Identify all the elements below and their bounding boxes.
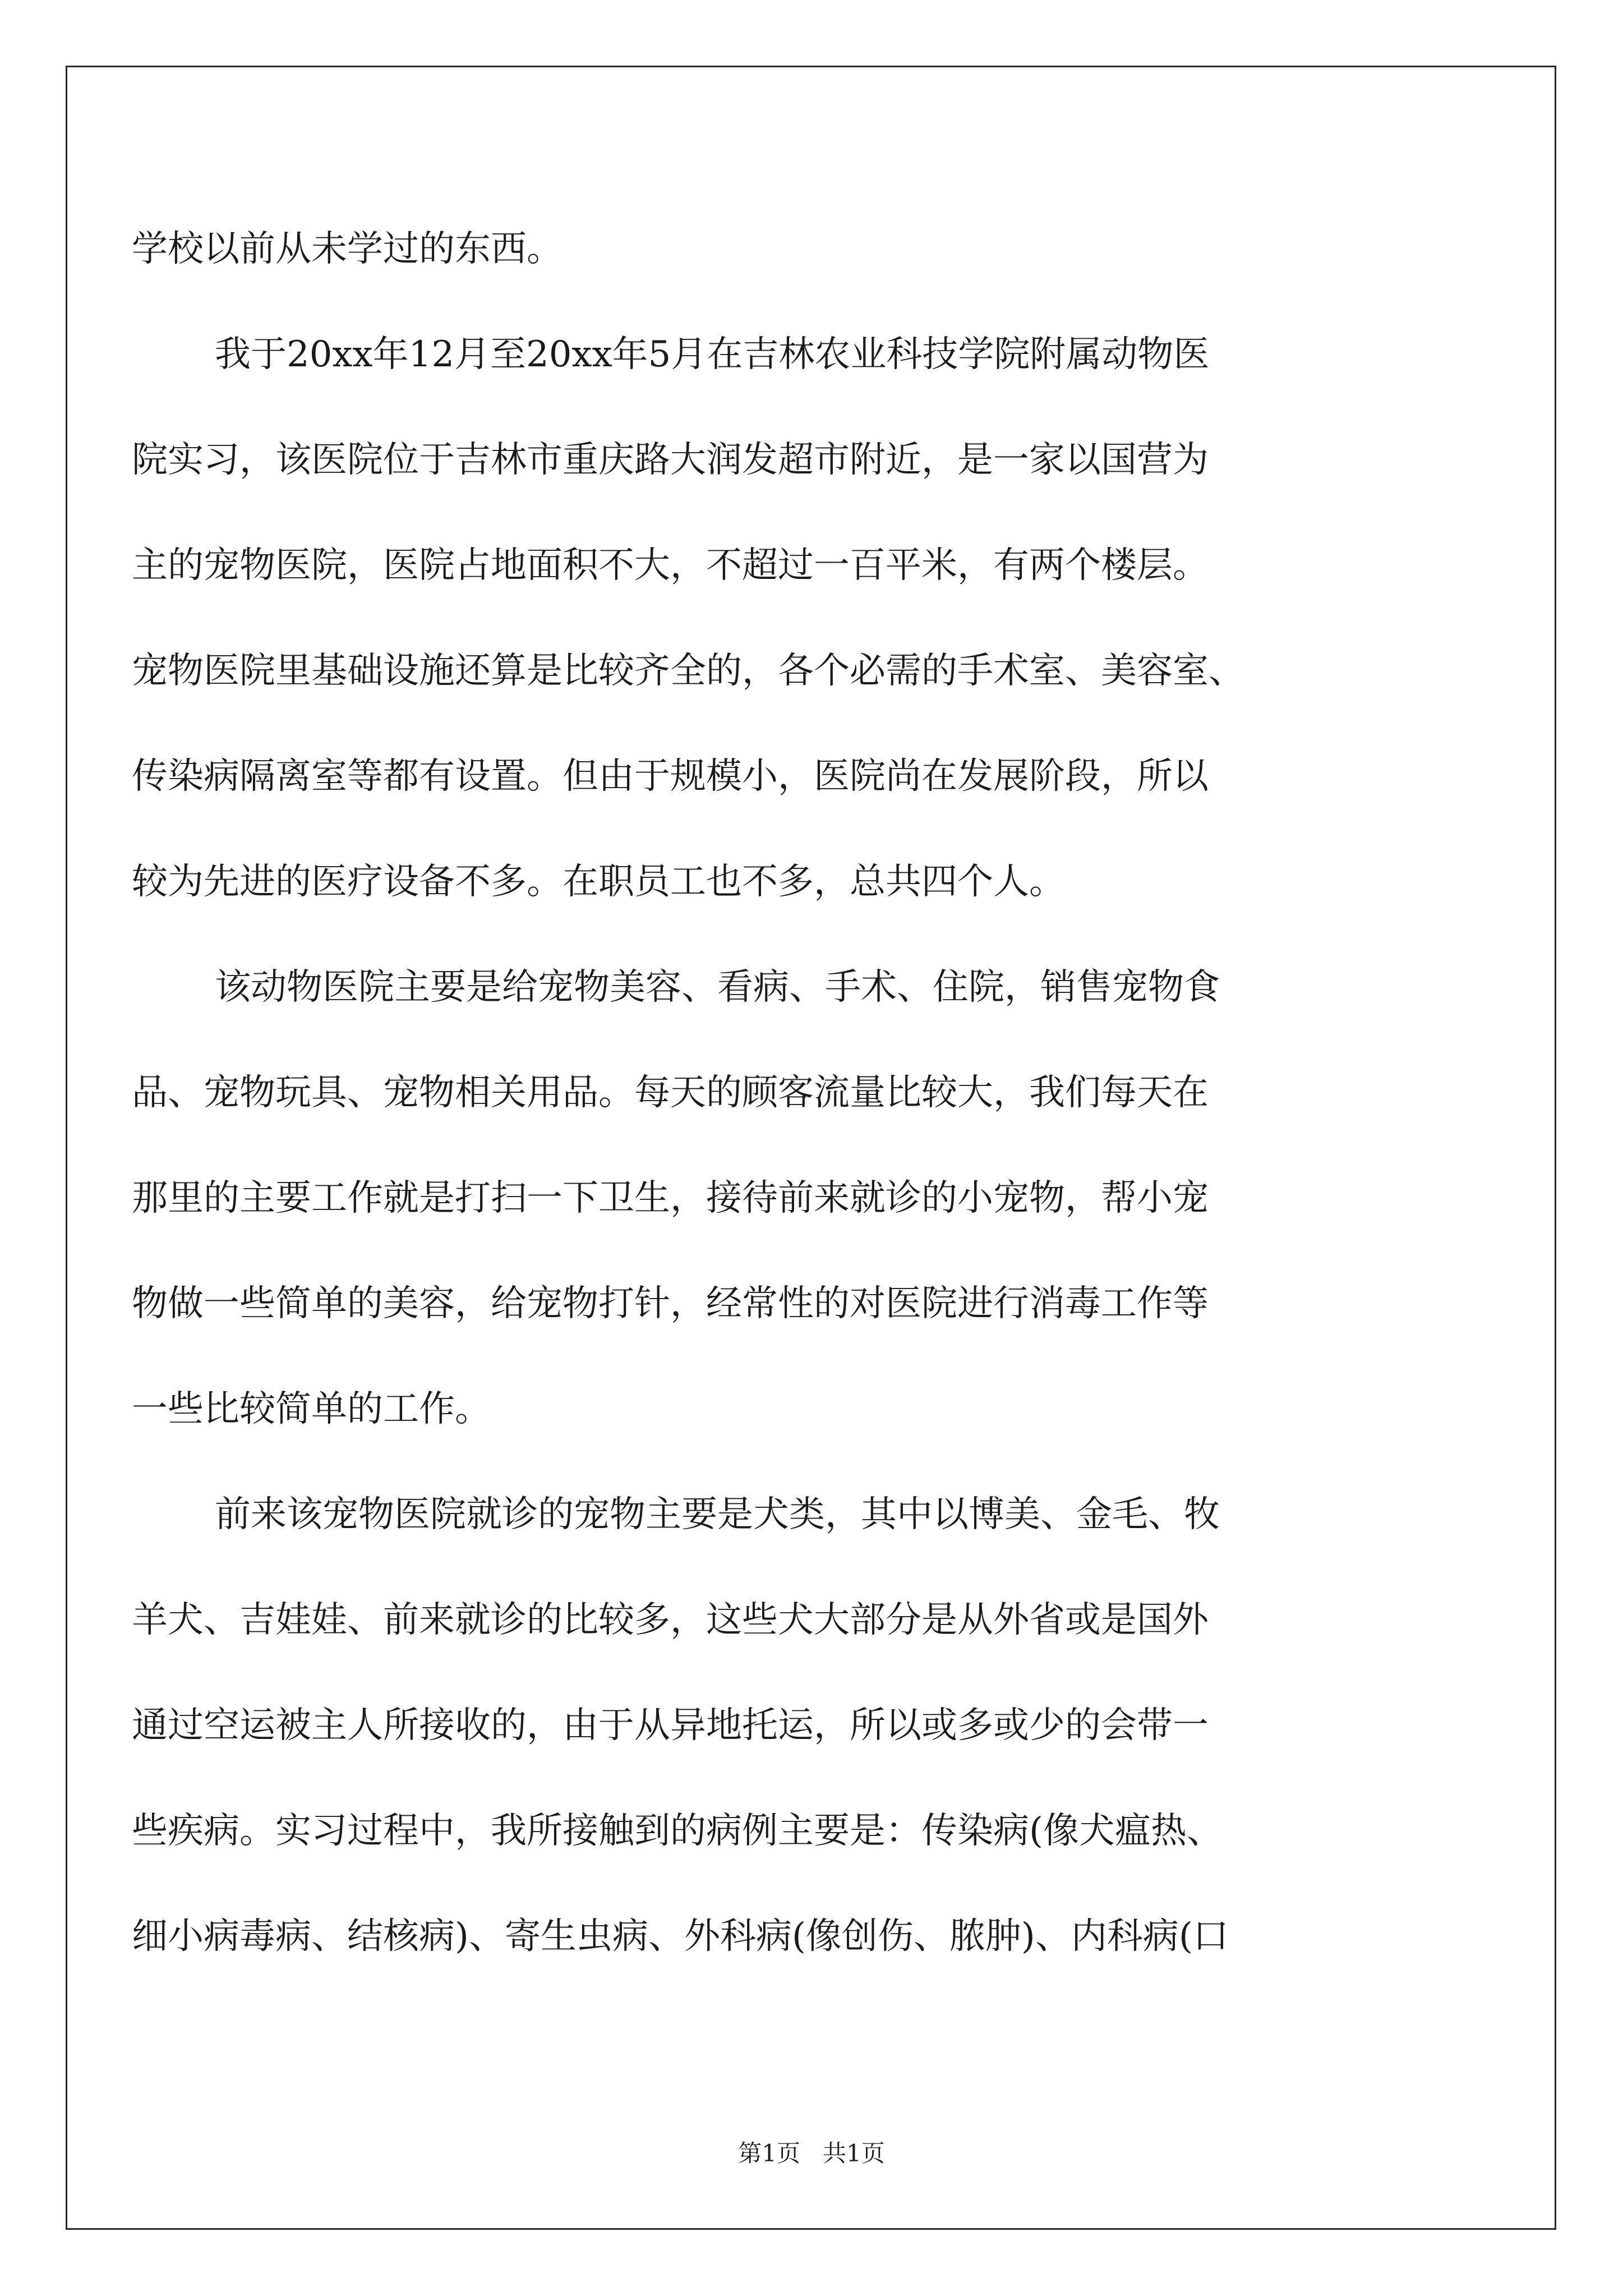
text-line: 前来该宠物医院就诊的宠物主要是犬类，其中以博美、金毛、牧 [215,1494,1220,1535]
text-line: 细小病毒病、结核病)、寄生虫病、外科病(像创伤、脓肿)、内科病(口 [132,1916,1229,1957]
text-line: 通过空运被主人所接收的，由于从异地托运，所以或多或少的会带一 [132,1705,1209,1746]
text-line: 院实习，该医院位于吉林市重庆路大润发超市附近，是一家以国营为 [132,439,1209,481]
body-text [132,196,1489,1989]
page-footer [0,2135,1623,2169]
text-line: 学校以前从未学过的东西。 [132,228,562,270]
text-line: 较为先进的医疗设备不多。在职员工也不多，总共四个人。 [132,861,1065,903]
text-line: 传染病隔离室等都有设置。但由于规模小，医院尚在发展阶段，所以 [132,756,1209,797]
text-line: 品、宠物玩具、宠物相关用品。每天的顾客流量比较大，我们每天在 [132,1072,1209,1114]
footer-spacer [800,2139,823,2167]
text-line: 主的宠物医院，医院占地面积不大，不超过一百平米，有两个楼层。 [132,545,1209,586]
text-line: 物做一些简单的美容，给宠物打针，经常性的对医院进行消毒工作等 [132,1283,1209,1324]
page-total: 共1页 [823,2139,885,2167]
text-line: 宠物医院里基础设施还算是比较齐全的，各个必需的手术室、美容室、 [132,650,1244,692]
text-line: 一些比较简单的工作。 [132,1388,491,1430]
text-line: 该动物医院主要是给宠物美容、看病、手术、住院，销售宠物食 [215,967,1220,1008]
text-line: 那里的主要工作就是打扫一下卫生，接待前来就诊的小宠物，帮小宠 [132,1177,1209,1219]
text-line: 我于20xx年12月至20xx年5月在吉林农业科技学院附属动物医 [215,334,1210,375]
text-line: 羊犬、吉娃娃、前来就诊的比较多，这些犬大部分是从外省或是国外 [132,1599,1209,1641]
text-line: 些疾病。实习过程中，我所接触到的病例主要是：传染病(像犬瘟热、 [132,1810,1223,1852]
page-number: 第1页 [738,2139,800,2167]
